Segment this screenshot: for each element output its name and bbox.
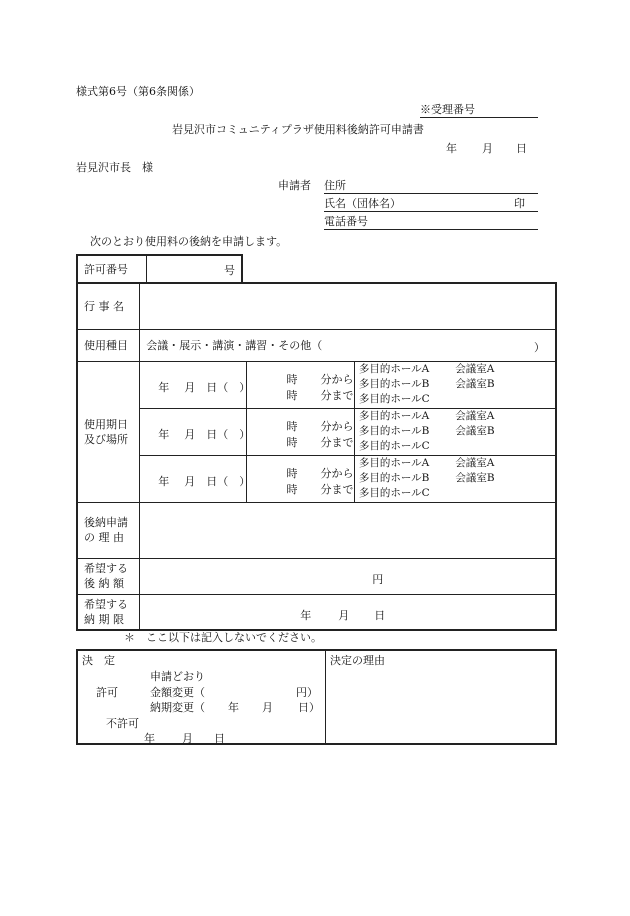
decision-label: 決 定 bbox=[82, 654, 115, 667]
reason-row bbox=[77, 502, 556, 558]
period-place-field[interactable]: 多目的ホールA 会議室A 多目的ホールB 会議室B 多目的ホールC bbox=[354, 361, 556, 408]
reception-number: ※受理番号 bbox=[420, 104, 538, 118]
header-date-day: 日 bbox=[516, 142, 527, 155]
header-date-year: 年 bbox=[446, 142, 457, 155]
period-date-field[interactable]: 年 月 日（ ） bbox=[140, 361, 246, 408]
applicant-address-label: 住所 bbox=[324, 179, 346, 192]
applicant-name-label: 氏名（団体名） bbox=[324, 197, 401, 210]
document-title: 岩見沢市コミュニティプラザ使用料後納許可申請書 bbox=[172, 123, 424, 136]
period-label: 使用期日 及び場所 bbox=[77, 361, 140, 502]
use-type-label: 使用種目 bbox=[77, 329, 140, 361]
deadline-field[interactable]: 年 月 日 bbox=[140, 594, 556, 630]
amount-unit: 円 bbox=[372, 572, 384, 586]
event-row bbox=[77, 283, 556, 329]
reason-field[interactable] bbox=[140, 502, 556, 558]
applicant-label: 申請者 bbox=[278, 179, 311, 192]
period-place-field[interactable]: 多目的ホールA 会議室A 多目的ホールB 会議室B 多目的ホールC bbox=[354, 408, 556, 455]
event-label: 行 事 名 bbox=[77, 283, 140, 329]
decision-table bbox=[76, 649, 557, 745]
decision-amount-change: 金額変更（ bbox=[150, 686, 205, 699]
permit-number-box bbox=[76, 254, 243, 283]
decision-not-permitted: 不許可 bbox=[106, 717, 139, 730]
header-date-month: 月 bbox=[482, 142, 493, 155]
decision-reason-label: 決定の理由 bbox=[330, 654, 385, 667]
use-type-options: 会議・展示・講演・講習・その他（ bbox=[146, 339, 323, 352]
applicant-phone-field[interactable] bbox=[324, 216, 538, 230]
period-row bbox=[77, 408, 556, 455]
application-form-table bbox=[76, 282, 557, 631]
deadline-label: 希望する 納 期 限 bbox=[77, 594, 140, 630]
addressee: 岩見沢市長 様 bbox=[76, 161, 153, 174]
permit-number-suffix: 号 bbox=[224, 263, 235, 277]
amount-row bbox=[77, 558, 556, 594]
event-name-field[interactable] bbox=[140, 283, 556, 329]
seal-mark: 印 bbox=[514, 197, 525, 210]
form-number: 様式第6号（第6条関係） bbox=[76, 85, 200, 98]
use-type-field[interactable] bbox=[140, 329, 556, 361]
period-time-field[interactable]: 時 分から 時 分まで bbox=[246, 455, 354, 502]
decision-field[interactable]: 決 定 申請どおり 許可 金額変更（ 円） 納期変更（ 年 月 日） 不許可 年 月 日 bbox=[77, 650, 326, 744]
amount-field[interactable] bbox=[140, 558, 556, 594]
permit-number-field[interactable] bbox=[147, 255, 243, 283]
period-date-field[interactable]: 年 月 日（ ） bbox=[140, 408, 246, 455]
decision-permit: 許可 bbox=[96, 686, 118, 699]
amount-label: 希望する 後 納 額 bbox=[77, 558, 140, 594]
decision-deadline-change: 納期変更（ bbox=[150, 701, 205, 714]
permit-number-label: 許可番号 bbox=[77, 255, 147, 283]
period-time-field[interactable]: 時 分から 時 分まで bbox=[246, 408, 354, 455]
applicant-name-field[interactable] bbox=[324, 198, 538, 212]
intro-text: 次のとおり使用料の後納を申請します。 bbox=[90, 235, 288, 248]
decision-reason-field[interactable] bbox=[326, 650, 557, 744]
period-row bbox=[77, 455, 556, 502]
office-use-note: ＊ ここ以下は記入しないでください。 bbox=[124, 631, 322, 644]
use-type-close: ） bbox=[534, 340, 545, 354]
decision-amount-change-end: 円） bbox=[296, 686, 318, 699]
period-place-field[interactable]: 多目的ホールA 会議室A 多目的ホールB 会議室B 多目的ホールC bbox=[354, 455, 556, 502]
period-time-field[interactable]: 時 分から 時 分まで bbox=[246, 361, 354, 408]
period-row bbox=[77, 361, 556, 408]
applicant-phone-label: 電話番号 bbox=[324, 215, 368, 228]
decision-as-applied: 申請どおり bbox=[150, 670, 205, 683]
reason-label: 後納申請 の 理 由 bbox=[77, 502, 140, 558]
use-type-row bbox=[77, 329, 556, 361]
deadline-row bbox=[77, 594, 556, 630]
period-date-field[interactable]: 年 月 日（ ） bbox=[140, 455, 246, 502]
applicant-address-field[interactable] bbox=[324, 180, 538, 194]
